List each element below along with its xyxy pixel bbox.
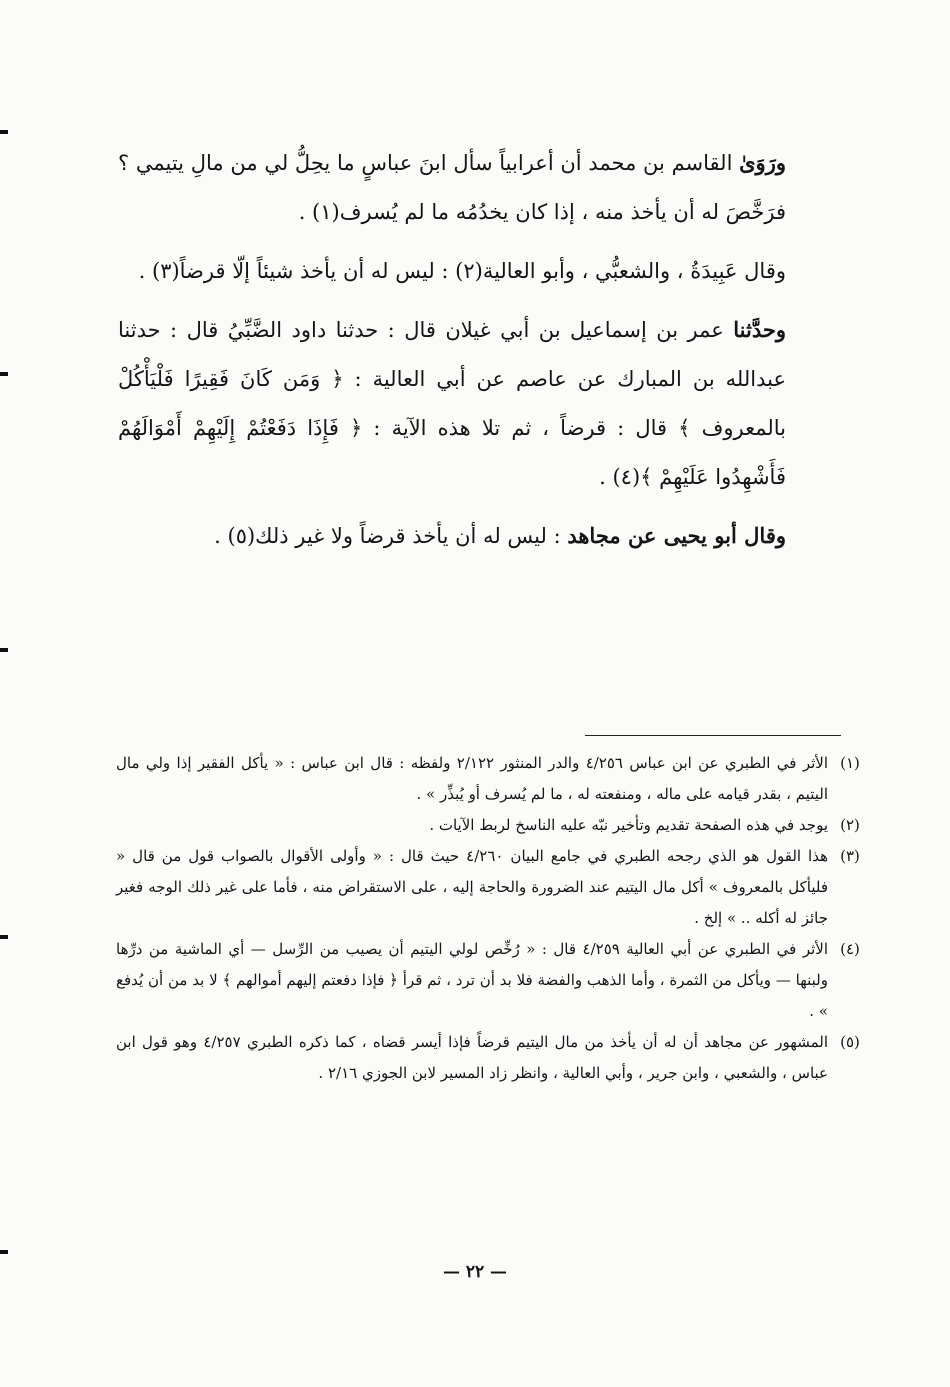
paragraph-body: : ليس له أن يأخذ قرضاً ولا غير ذلك(٥) . bbox=[214, 524, 568, 548]
paragraph-body: وقال عَبِيدَةُ ، والشعبُّي ، وأبو العالية(٢) : ليس له أن يأخذ شيئاً إلّا قرضاً(٣) . bbox=[138, 259, 786, 283]
paragraph-3 bbox=[118, 305, 786, 502]
footnote-number: (٤) bbox=[840, 940, 860, 958]
footnote bbox=[116, 934, 872, 1027]
footnote bbox=[116, 841, 872, 934]
footnote-text: الأثر في الطبري عن أبي العالية ٤/٢٥٩ قال : « رُخِّص لولي اليتيم أن يصيب من الرِّسل — أي الماشية من درِّها ولبنها — ويأكل من الثمرة ، وأما الذهب والفضة فلا بد أن ترد ، ثم قرأ ﴿ فإذا دفعتم إليهم أموالهم ﴾ لا بد من أن يُدفع » . bbox=[116, 940, 829, 1020]
paragraph-body: عمر بن إسماعيل بن أبي غيلان قال : حدثنا داود الضَّبِّيُ قال : حدثنا عبدالله بن المبارك عن عاصم عن أبي العالية : ﴿ وَمَن كَانَ فَقِيرًا فَلْيَأْكُلْ بالمعروف ﴾ قال : قرضاً ، ثم تلا هذه الآية : ﴿ فَإِذَا دَفَعْتُمْ إِلَيْهِمْ أَمْوَالَهُمْ فَأَشْهِدُوا عَلَيْهِمْ ﴾(٤) . bbox=[118, 318, 786, 489]
footnote-number: (٥) bbox=[840, 1033, 860, 1051]
footnote-number: (٣) bbox=[840, 847, 860, 865]
footnote-separator bbox=[585, 735, 841, 736]
paragraph-lead: وحدَّثنا bbox=[733, 317, 786, 342]
footnote-text: المشهور عن مجاهد أن له أن يأخذ من مال اليتيم قرضاً فإذا أيسر قضاه ، كما ذكره الطبري ٤/٢٥٧ وهو قول ابن عباس ، والشعبي ، وابن جرير ، وأبي العالية ، وانظر زاد المسير لابن الجوزي ٢/١٦ . bbox=[116, 1033, 828, 1082]
footnote bbox=[116, 1027, 872, 1089]
paragraph-body: القاسم بن محمد أن أعرابياً سأل ابنَ عباسٍ ما يحِلُّ لي من مالِ يتيمي ؟ فرَخَّصَ له أن يأخذ منه ، إذا كان يخدُمُه ما لم يُسرف(١) . bbox=[118, 151, 786, 224]
page-number: — ٢٢ — bbox=[442, 1262, 508, 1282]
main-text bbox=[118, 138, 786, 570]
footnote-text: يوجد في هذه الصفحة تقديم وتأخير نبّه عليه الناسخ لربط الآيات . bbox=[429, 816, 828, 834]
paragraph-4 bbox=[118, 511, 786, 561]
footnote bbox=[116, 810, 872, 841]
scan-edge-mark bbox=[0, 372, 8, 376]
footnote-number: (٢) bbox=[840, 816, 860, 834]
paragraph-lead: وقال أبو يحيى عن مجاهد bbox=[567, 523, 786, 548]
paragraph-lead: ورَوَىٰ bbox=[739, 150, 786, 175]
paragraph-2 bbox=[118, 246, 786, 296]
scan-edge-mark bbox=[0, 130, 8, 134]
paragraph-1 bbox=[118, 138, 786, 237]
footnotes bbox=[116, 748, 872, 1089]
footnote-text: هذا القول هو الذي رجحه الطبري في جامع البيان ٤/٢٦٠ حيث قال : « وأولى الأقوال بالصواب قول من قال « فليأكل بالمعروف » أكل مال اليتيم عند الضرورة والحاجة إليه ، على الاستقراض منه ، فأما على غير ذلك الوجه فغير جائز له أكله .. » إلخ . bbox=[116, 847, 828, 927]
scan-edge-mark bbox=[0, 1250, 8, 1254]
footnote-number: (١) bbox=[840, 754, 860, 772]
scan-edge-mark bbox=[0, 648, 8, 652]
footnote-text: الأثر في الطبري عن ابن عباس ٤/٢٥٦ والدر المنثور ٢/١٢٢ ولفظه : قال ابن عباس : « يأكل الفقير إذا ولي مال اليتيم ، بقدر قيامه على ماله ، ومنفعته له ، ما لم يُسرف أو يُبذِّر » . bbox=[116, 754, 828, 803]
scan-edge-mark bbox=[0, 935, 8, 939]
footnote bbox=[116, 748, 872, 810]
